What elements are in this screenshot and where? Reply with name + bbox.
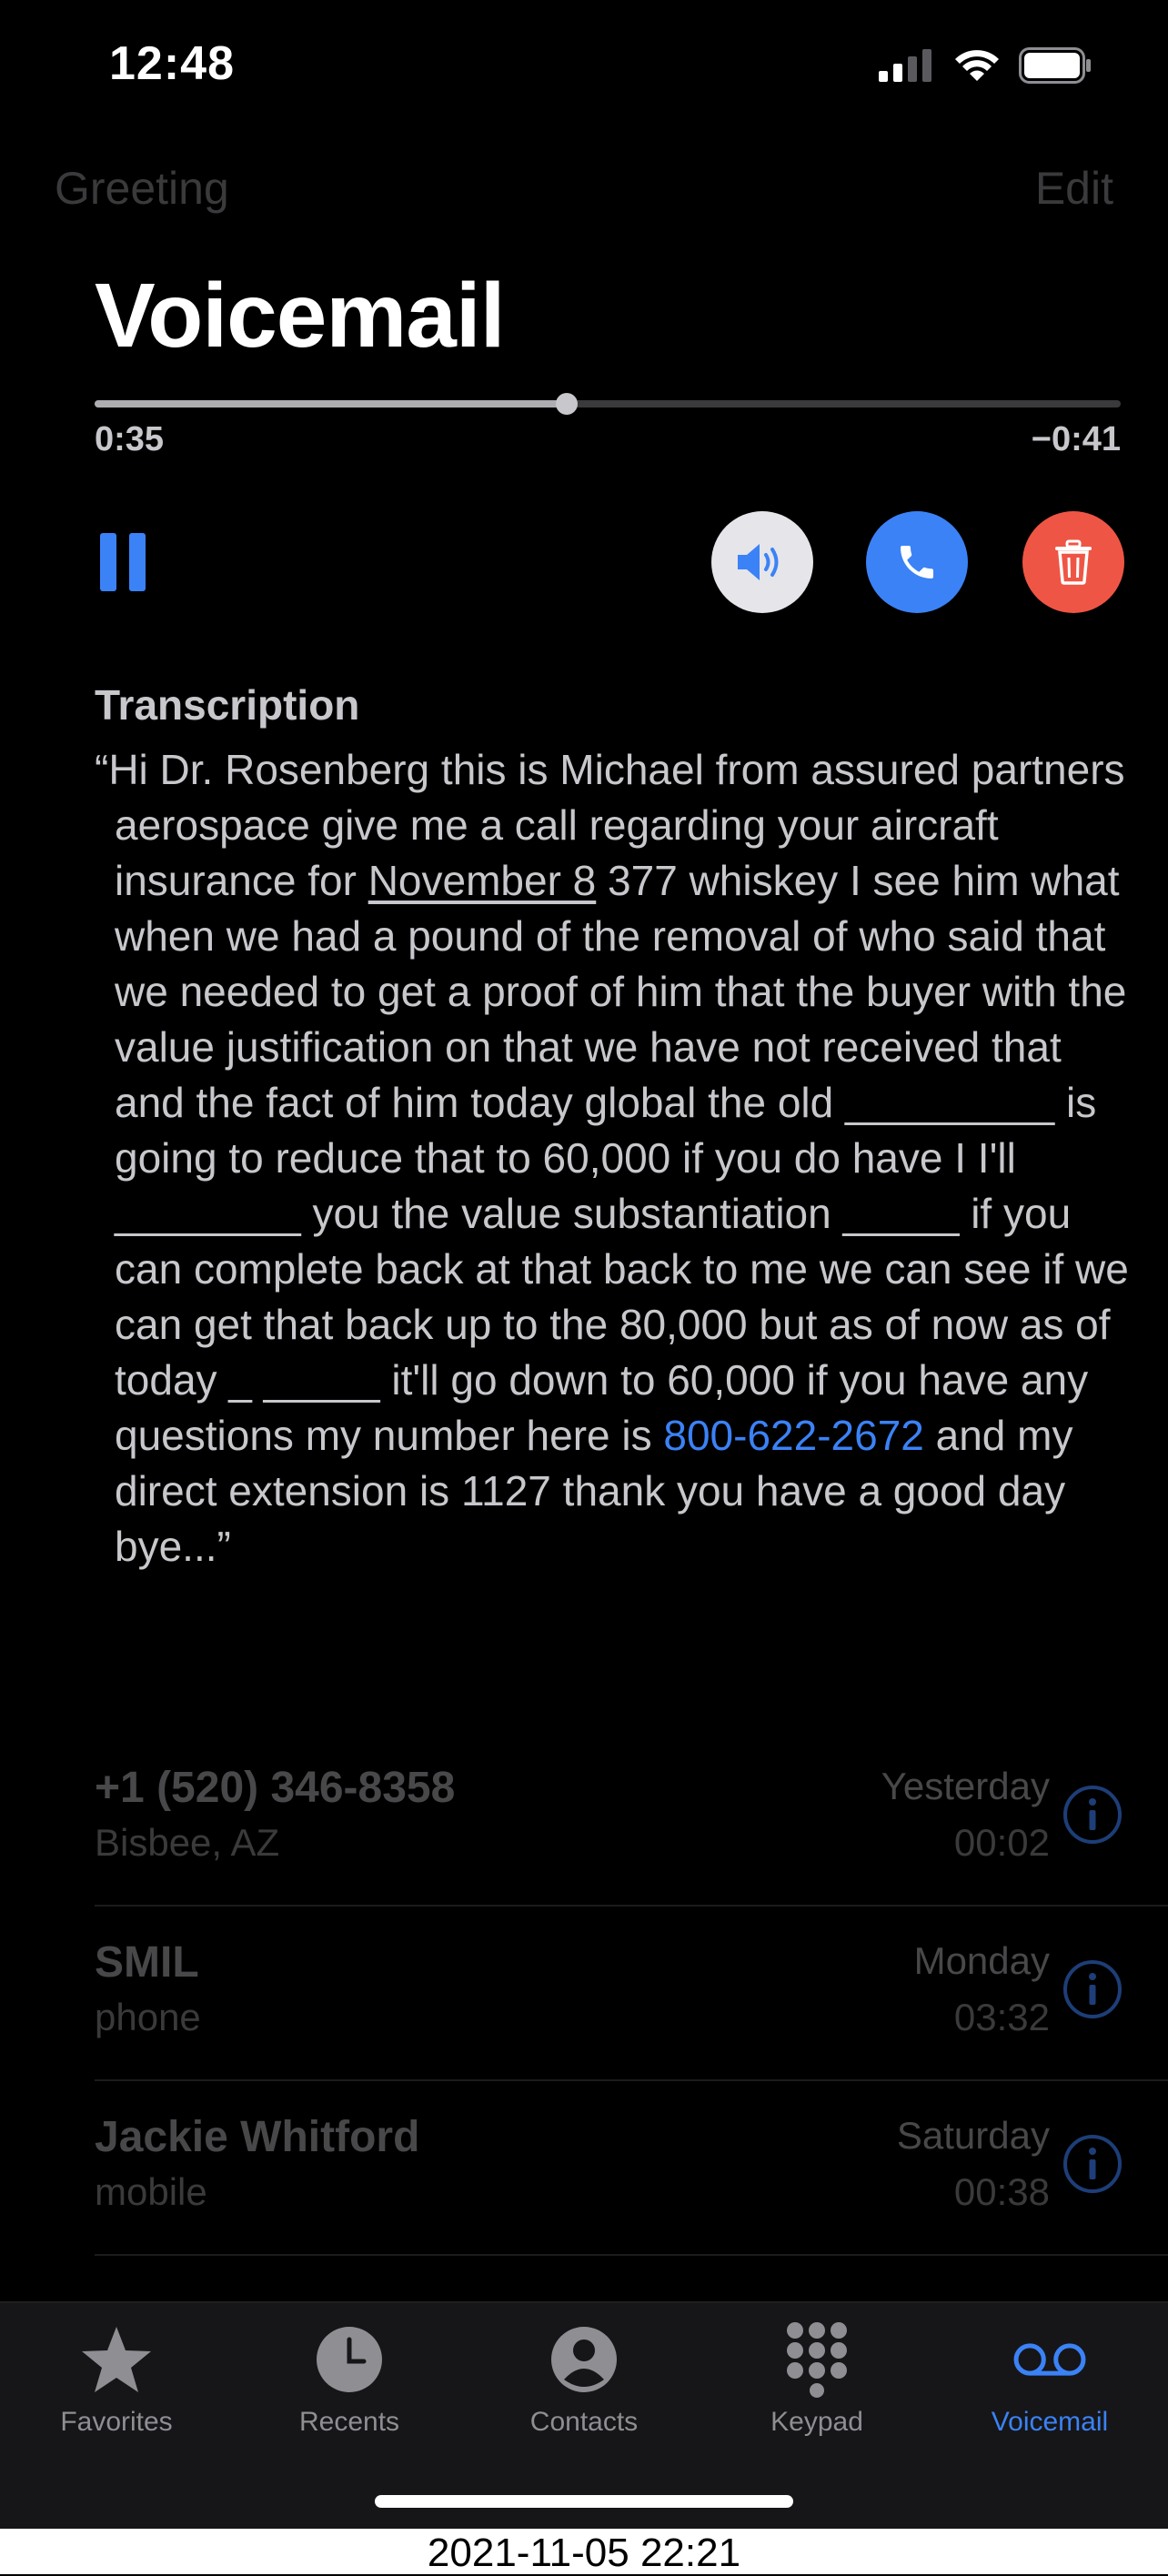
voicemail-duration: 03:32 [953, 1996, 1050, 2038]
wifi-icon [955, 48, 999, 83]
tab-contacts[interactable]: Contacts [484, 2321, 684, 2438]
speaker-icon [736, 541, 789, 583]
status-time: 12:48 [109, 37, 235, 90]
call-back-button[interactable] [866, 511, 968, 613]
transcription-text: “Hi Dr. Rosenberg this is Michael from assured partners aerospace give me a call regarding your aircraft insurance for November 8 377 whiskey I see him what when we had a pound of the removal of who said that we needed to get a proof of him that the buyer with the value justification on that we have not received that and the fact of him today global the old _________ is going to reduce that to 60,000 if you do have I I'll ________ you the value substantiation _____ if you can complete back at that back to me we can see if we can get that back up to the 80,000 but as of now as of today _ _____ it'll go down to 60,000 if you have any questions my number here is 800-622-2672 and my direct extension is 1127 thank you have a good day bye...” [95, 746, 1129, 1570]
edit-link[interactable]: Edit [1034, 163, 1113, 214]
caller-name: +1 (520) 346-8358 [95, 1764, 456, 1812]
transcription-label: Transcription [95, 681, 360, 729]
playback-scrubber[interactable] [95, 400, 1121, 408]
voicemail-date: Saturday [896, 2114, 1050, 2157]
voicemail-duration: 00:02 [953, 1821, 1050, 1864]
clock-icon [311, 2321, 388, 2398]
cellular-signal-icon [879, 49, 935, 82]
info-icon[interactable] [1062, 1959, 1123, 2019]
trash-icon [1053, 539, 1093, 585]
pause-button[interactable] [100, 533, 146, 591]
person-circle-icon [546, 2321, 622, 2398]
star-icon [78, 2321, 155, 2398]
pause-icon [100, 533, 116, 591]
tab-favorites[interactable]: Favorites [16, 2321, 216, 2438]
remaining-time: −0:41 [1031, 420, 1121, 458]
tab-recents[interactable]: Recents [249, 2321, 449, 2438]
home-indicator[interactable] [375, 2495, 793, 2508]
phone-number-link[interactable]: 800-622-2672 [663, 1412, 924, 1459]
tab-voicemail[interactable]: Voicemail [950, 2321, 1150, 2438]
caller-label: phone [95, 1996, 201, 2038]
page-title: Voicemail [95, 265, 505, 367]
voicemail-icon [1012, 2321, 1088, 2398]
info-icon[interactable] [1062, 1785, 1123, 1845]
voicemail-date: Monday [913, 1939, 1050, 1982]
status-icons [879, 44, 1092, 87]
elapsed-time: 0:35 [95, 420, 165, 458]
info-icon[interactable] [1062, 2134, 1123, 2194]
speaker-button[interactable] [711, 511, 813, 613]
playback-progress-fill [95, 400, 567, 408]
voicemail-row[interactable] [95, 2079, 1168, 2256]
greeting-link[interactable]: Greeting [55, 163, 229, 214]
caller-location: Bisbee, AZ [95, 1821, 280, 1864]
voicemail-row[interactable] [95, 1905, 1168, 2081]
date-link[interactable]: November 8 [368, 857, 597, 904]
voicemail-date: Yesterday [881, 1765, 1050, 1807]
voicemail-duration: 00:38 [953, 2170, 1050, 2213]
caller-name: Jackie Whitford [95, 2113, 420, 2161]
capture-timestamp: 2021-11-05 22:21 [427, 2531, 741, 2575]
delete-button[interactable] [1022, 511, 1124, 613]
keypad-icon [779, 2321, 855, 2398]
battery-icon [1019, 47, 1092, 84]
phone-icon [895, 540, 939, 584]
caller-name: SMIL [95, 1938, 199, 1987]
caller-label: mobile [95, 2170, 207, 2213]
tab-keypad[interactable]: Keypad [717, 2321, 917, 2438]
voicemail-row[interactable] [95, 1730, 1168, 1907]
playback-scrubber-knob[interactable] [556, 393, 578, 415]
